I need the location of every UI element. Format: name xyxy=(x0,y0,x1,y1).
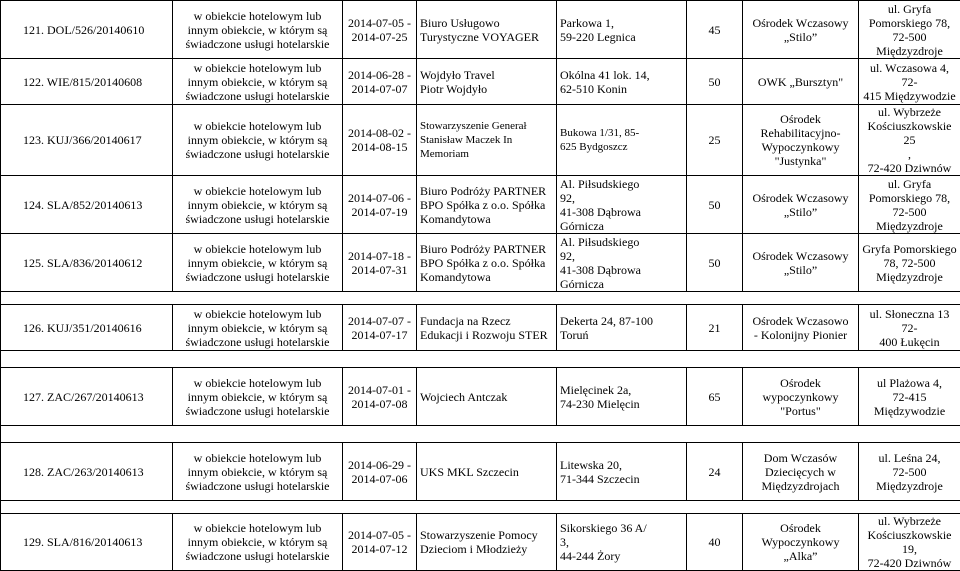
facility-location-cell xyxy=(859,59,960,105)
organizer-address-line: Górnicza xyxy=(560,277,683,291)
entry-number: 128. xyxy=(23,465,44,479)
spacer-cell xyxy=(743,501,859,514)
organizer-line: Stowarzyszenie Pomocy xyxy=(420,528,553,542)
facility-location-cell xyxy=(859,368,960,426)
date-range-line: 2014-06-29 - xyxy=(346,458,413,472)
participant-count-cell: 50 xyxy=(687,176,743,234)
organizer-line: BPO Spółka z o.o. Spółka xyxy=(420,198,553,212)
organizer-line: Wojciech Antczak xyxy=(420,390,553,404)
accommodation-type-line: innym obiekcie, w którym są xyxy=(176,390,339,404)
spacer-cell xyxy=(743,292,859,305)
organizer-address-cell xyxy=(557,176,687,234)
participant-count-cell: 50 xyxy=(687,234,743,292)
entry-number: 129. xyxy=(23,535,44,549)
row-spacer xyxy=(1,501,960,514)
spacer-cell xyxy=(859,426,960,443)
accommodation-type-line: innym obiekcie, w którym są xyxy=(176,75,339,89)
table-row xyxy=(1,514,960,571)
table-row xyxy=(1,443,960,501)
organizer-address-line: Parkowa 1, xyxy=(560,16,683,30)
spacer-cell xyxy=(1,292,173,305)
date-range-line: 2014-07-19 xyxy=(346,205,413,219)
spacer-cell xyxy=(743,351,859,368)
organizer-line: Biuro Usługowo xyxy=(420,16,553,30)
facility-location-line: Międzyzdroje xyxy=(862,479,957,493)
date-range-line: 2014-07-01 - xyxy=(346,383,413,397)
facility-location-line: ul. Gryfa xyxy=(862,2,957,16)
date-range-line: 2014-07-05 - xyxy=(346,16,413,30)
organizer-address-line: Bukowa 1/31, 85- xyxy=(560,126,683,140)
spacer-cell xyxy=(173,292,343,305)
organizer-address-line: 74-230 Mielęcin xyxy=(560,397,683,411)
spacer-cell xyxy=(859,351,960,368)
entry-number-cell xyxy=(1,176,173,234)
table-row xyxy=(1,368,960,426)
date-range-cell xyxy=(343,514,417,571)
facility-name-line: Ośrodek xyxy=(746,376,855,390)
organizer-address-line: Dekerta 24, 87-100 xyxy=(560,314,683,328)
facility-location-line: 72-415 xyxy=(862,390,957,404)
organizer-address-line: Al. Piłsudskiego xyxy=(560,235,683,249)
entry-number: 127. xyxy=(23,390,44,404)
facility-name-line: Wypoczynkowy xyxy=(746,140,855,154)
facility-name-line: Rehabilitacyjno- xyxy=(746,126,855,140)
accommodation-type-cell xyxy=(173,305,343,351)
organizer-address-line: 71-344 Szczecin xyxy=(560,472,683,486)
accommodation-type-cell xyxy=(173,176,343,234)
spacer-cell xyxy=(859,501,960,514)
participant-count-cell: 40 xyxy=(687,514,743,571)
entry-number: 123. xyxy=(23,133,44,147)
facility-location-line: Gryfa Pomorskiego xyxy=(862,242,957,256)
organizer-line: Komandytowa xyxy=(420,212,553,226)
organizer-address-cell xyxy=(557,514,687,571)
entry-number: 125. xyxy=(23,256,44,270)
accommodation-type-line: świadczone usługi hotelarskie xyxy=(176,549,339,563)
facility-name-line: „Alka” xyxy=(746,549,855,563)
organizer-cell xyxy=(417,59,557,105)
date-range-line: 2014-07-05 - xyxy=(346,528,413,542)
accommodation-type-line: w obiekcie hotelowym lub xyxy=(176,451,339,465)
entry-number: 126. xyxy=(23,321,44,335)
spacer-cell xyxy=(1,351,173,368)
spacer-cell xyxy=(859,292,960,305)
accommodation-type-line: świadczone usługi hotelarskie xyxy=(176,479,339,493)
facility-location-line: 72-500 xyxy=(862,465,957,479)
facility-location-line: 400 Łukęcin xyxy=(862,335,957,349)
accommodation-type-line: innym obiekcie, w którym są xyxy=(176,133,339,147)
organizer-cell xyxy=(417,514,557,571)
date-range-line: 2014-07-07 xyxy=(346,82,413,96)
date-range-cell xyxy=(343,176,417,234)
registration-ref: KUJ/366/20140617 xyxy=(47,133,142,147)
facility-location-line: ul. Słoneczna 13 72- xyxy=(862,307,957,335)
registration-ref: ZAC/263/20140613 xyxy=(47,465,144,479)
date-range-cell xyxy=(343,368,417,426)
organizer-address-cell xyxy=(557,305,687,351)
spacer-cell xyxy=(557,351,687,368)
organizer-line: Stowarzyszenie Generał xyxy=(420,119,553,133)
organizer-address-line: Al. Piłsudskiego xyxy=(560,177,683,191)
accommodation-type-line: w obiekcie hotelowym lub xyxy=(176,242,339,256)
facility-location-line: Międzyzdroje xyxy=(862,44,957,58)
date-range-line: 2014-08-02 - xyxy=(346,126,413,140)
organizer-address-line: Sikorskiego 36 A/ xyxy=(560,521,683,535)
facility-location-line: 72-500 xyxy=(862,30,957,44)
facility-location-line: Pomorskiego 78, xyxy=(862,191,957,205)
registration-ref: SLA/836/20140612 xyxy=(47,256,142,270)
facility-name-line: Międzyzdrojach xyxy=(746,479,855,493)
accommodation-type-line: innym obiekcie, w którym są xyxy=(176,23,339,37)
organizer-address-line: Toruń xyxy=(560,328,683,342)
spacer-cell xyxy=(417,426,557,443)
entry-number-cell xyxy=(1,368,173,426)
date-range-line: 2014-06-28 - xyxy=(346,68,413,82)
organizer-cell xyxy=(417,1,557,59)
facility-location-cell xyxy=(859,514,960,571)
row-spacer xyxy=(1,351,960,368)
facility-location-line: 415 Międzywodzie xyxy=(862,89,957,103)
accommodation-type-cell xyxy=(173,105,343,176)
accommodation-type-line: innym obiekcie, w którym są xyxy=(176,198,339,212)
accommodation-type-cell xyxy=(173,443,343,501)
accommodation-type-line: świadczone usługi hotelarskie xyxy=(176,147,339,161)
registration-ref: KUJ/351/20140616 xyxy=(47,321,142,335)
accommodation-type-cell xyxy=(173,514,343,571)
accommodation-type-line: w obiekcie hotelowym lub xyxy=(176,119,339,133)
row-spacer xyxy=(1,292,960,305)
facility-name-cell xyxy=(743,514,859,571)
accommodation-type-cell xyxy=(173,368,343,426)
organizer-address-line: 59-220 Legnica xyxy=(560,30,683,44)
spacer-cell xyxy=(173,501,343,514)
facility-location-line: , xyxy=(862,147,957,161)
facility-location-line: Pomorskiego 78, xyxy=(862,16,957,30)
organizer-cell xyxy=(417,368,557,426)
spacer-cell xyxy=(743,426,859,443)
entry-number-cell xyxy=(1,59,173,105)
facility-name-line: Ośrodek xyxy=(746,112,855,126)
facility-location-cell xyxy=(859,176,960,234)
facility-location-line: 72-420 Dziwnów xyxy=(862,161,957,175)
facility-name-line: „Stilo” xyxy=(746,205,855,219)
spacer-cell xyxy=(173,351,343,368)
accommodation-type-line: w obiekcie hotelowym lub xyxy=(176,307,339,321)
accommodation-type-line: świadczone usługi hotelarskie xyxy=(176,270,339,284)
facility-name-line: Dom Wczasów xyxy=(746,451,855,465)
organizer-address-line: 3, xyxy=(560,535,683,549)
facility-location-line: 72-420 Dziwnów xyxy=(862,556,957,570)
organizer-address-line: 41-308 Dąbrowa xyxy=(560,263,683,277)
facility-name-cell xyxy=(743,234,859,292)
facility-location-cell xyxy=(859,1,960,59)
date-range-line: 2014-07-06 xyxy=(346,472,413,486)
participant-count-cell: 50 xyxy=(687,59,743,105)
organizer-line: Memoriam xyxy=(420,147,553,161)
facility-location-line: Międzywodzie xyxy=(862,404,957,418)
facility-name-line: OWK „Bursztyn" xyxy=(746,75,855,89)
registration-ref: SLA/816/20140613 xyxy=(47,535,142,549)
table-row xyxy=(1,1,960,59)
spacer-cell xyxy=(417,501,557,514)
facility-location-line: ul. Leśna 24, xyxy=(862,451,957,465)
organizer-cell xyxy=(417,443,557,501)
organizer-address-line: 92, xyxy=(560,191,683,205)
facility-location-line: ul. Gryfa xyxy=(862,177,957,191)
date-range-line: 2014-07-07 - xyxy=(346,314,413,328)
accommodation-type-line: w obiekcie hotelowym lub xyxy=(176,61,339,75)
facility-name-cell xyxy=(743,305,859,351)
accommodation-type-line: świadczone usługi hotelarskie xyxy=(176,404,339,418)
spacer-cell xyxy=(687,292,743,305)
facility-name-line: Ośrodek xyxy=(746,521,855,535)
facility-location-cell xyxy=(859,443,960,501)
facility-name-line: Ośrodek Wczasowy xyxy=(746,249,855,263)
facility-location-line: 78, 72-500 xyxy=(862,256,957,270)
accommodation-type-line: świadczone usługi hotelarskie xyxy=(176,37,339,51)
organizer-line: Wojdyło Travel xyxy=(420,68,553,82)
organizer-address-cell xyxy=(557,59,687,105)
organizer-address-cell xyxy=(557,443,687,501)
organizer-address-line: 62-510 Konin xyxy=(560,82,683,96)
organizer-line: BPO Spółka z o.o. Spółka xyxy=(420,256,553,270)
organizer-address-line: Górnicza xyxy=(560,219,683,233)
table-row xyxy=(1,234,960,292)
entry-number: 124. xyxy=(23,198,44,212)
spacer-cell xyxy=(1,501,173,514)
facility-location-line: ul Plażowa 4, xyxy=(862,376,957,390)
facility-name-cell xyxy=(743,105,859,176)
organizer-address-line: Mielęcinek 2a, xyxy=(560,383,683,397)
accommodation-type-line: w obiekcie hotelowym lub xyxy=(176,9,339,23)
organizer-line: Komandytowa xyxy=(420,270,553,284)
date-range-line: 2014-08-15 xyxy=(346,140,413,154)
facility-name-line: Dziecięcych w xyxy=(746,465,855,479)
facility-name-line: „Stilo” xyxy=(746,263,855,277)
spacer-cell xyxy=(687,501,743,514)
spacer-cell xyxy=(557,292,687,305)
organizer-line: UKS MKL Szczecin xyxy=(420,465,553,479)
spacer-cell xyxy=(557,501,687,514)
entry-number-cell xyxy=(1,234,173,292)
facility-name-cell xyxy=(743,443,859,501)
table-row xyxy=(1,305,960,351)
date-range-line: 2014-07-17 xyxy=(346,328,413,342)
organizer-cell xyxy=(417,305,557,351)
accommodation-type-line: w obiekcie hotelowym lub xyxy=(176,521,339,535)
accommodation-type-cell xyxy=(173,234,343,292)
facility-location-line: ul. Wybrzeże xyxy=(862,514,957,528)
date-range-cell xyxy=(343,1,417,59)
facility-name-line: "Justynka" xyxy=(746,154,855,168)
facility-name-line: „Stilo” xyxy=(746,30,855,44)
accommodation-type-line: w obiekcie hotelowym lub xyxy=(176,184,339,198)
organizer-address-cell xyxy=(557,234,687,292)
spacer-cell xyxy=(1,426,173,443)
organizer-address-line: 92, xyxy=(560,249,683,263)
facility-name-line: wypoczynkowy xyxy=(746,390,855,404)
facility-location-line: Międzyzdroje xyxy=(862,219,957,233)
row-spacer xyxy=(1,426,960,443)
facility-name-line: - Kolonijny Pionier xyxy=(746,328,855,342)
spacer-cell xyxy=(417,351,557,368)
spacer-cell xyxy=(343,501,417,514)
organizer-address-line: 625 Bydgoszcz xyxy=(560,140,683,154)
registration-ref: WIE/815/20140608 xyxy=(47,75,142,89)
facility-location-cell xyxy=(859,105,960,176)
date-range-line: 2014-07-06 - xyxy=(346,191,413,205)
facility-location-line: 72-500 xyxy=(862,205,957,219)
spacer-cell xyxy=(687,426,743,443)
organizer-line: Biuro Podróży PARTNER xyxy=(420,184,553,198)
organizer-line: Stanisław Maczek In xyxy=(420,133,553,147)
organizer-cell xyxy=(417,234,557,292)
facility-name-line: Wypoczynkowy xyxy=(746,535,855,549)
accommodation-type-line: innym obiekcie, w którym są xyxy=(176,321,339,335)
accommodation-type-line: innym obiekcie, w którym są xyxy=(176,256,339,270)
table-row xyxy=(1,176,960,234)
spacer-cell xyxy=(343,292,417,305)
participant-count-cell: 25 xyxy=(687,105,743,176)
date-range-cell xyxy=(343,443,417,501)
organizer-address-line: Okólna 41 lok. 14, xyxy=(560,68,683,82)
date-range-line: 2014-07-25 xyxy=(346,30,413,44)
facility-location-line: Kościuszkowskie 19, xyxy=(862,528,957,556)
date-range-line: 2014-07-31 xyxy=(346,263,413,277)
facility-location-cell xyxy=(859,234,960,292)
spacer-cell xyxy=(343,426,417,443)
spacer-cell xyxy=(687,351,743,368)
registration-ref: DOL/526/20140610 xyxy=(47,23,144,37)
facility-name-line: Ośrodek Wczasowy xyxy=(746,191,855,205)
entry-number-cell xyxy=(1,443,173,501)
organizer-address-line: 41-308 Dąbrowa xyxy=(560,205,683,219)
organizer-address-line: 44-244 Żory xyxy=(560,549,683,563)
facility-location-line: ul. Wybrzeże xyxy=(862,105,957,119)
participant-count-cell: 45 xyxy=(687,1,743,59)
date-range-cell xyxy=(343,59,417,105)
organizer-address-cell xyxy=(557,105,687,176)
entry-number: 121. xyxy=(23,23,44,37)
date-range-line: 2014-07-18 - xyxy=(346,249,413,263)
accommodation-type-cell xyxy=(173,1,343,59)
organizer-line: Piotr Wojdyło xyxy=(420,82,553,96)
accommodation-type-line: innym obiekcie, w którym są xyxy=(176,535,339,549)
organizer-cell xyxy=(417,105,557,176)
entry-number-cell xyxy=(1,1,173,59)
date-range-line: 2014-07-12 xyxy=(346,542,413,556)
registration-ref: SLA/852/20140613 xyxy=(47,198,142,212)
accommodation-type-line: świadczone usługi hotelarskie xyxy=(176,212,339,226)
organizer-line: Edukacji i Rozwoju STER xyxy=(420,328,553,342)
date-range-cell xyxy=(343,305,417,351)
organizer-address-cell xyxy=(557,1,687,59)
accommodation-type-line: świadczone usługi hotelarskie xyxy=(176,335,339,349)
organizer-address-line: Litewska 20, xyxy=(560,458,683,472)
facility-name-cell xyxy=(743,368,859,426)
facility-name-line: Ośrodek Wczasowo xyxy=(746,314,855,328)
table-row xyxy=(1,105,960,176)
spacer-cell xyxy=(173,426,343,443)
facility-name-cell xyxy=(743,59,859,105)
entry-number-cell xyxy=(1,305,173,351)
entry-number-cell xyxy=(1,105,173,176)
facility-name-line: Ośrodek Wczasowy xyxy=(746,16,855,30)
registration-ref: ZAC/267/20140613 xyxy=(47,390,144,404)
participant-count-cell: 21 xyxy=(687,305,743,351)
facility-location-line: ul. Wczasowa 4, 72- xyxy=(862,61,957,89)
participant-count-cell: 24 xyxy=(687,443,743,501)
date-range-cell xyxy=(343,105,417,176)
entry-number-cell xyxy=(1,514,173,571)
facility-location-cell xyxy=(859,305,960,351)
accommodation-type-line: świadczone usługi hotelarskie xyxy=(176,89,339,103)
spacer-cell xyxy=(417,292,557,305)
date-range-line: 2014-07-08 xyxy=(346,397,413,411)
organizer-line: Dzieciom i Młodzieży xyxy=(420,542,553,556)
facility-name-line: "Portus" xyxy=(746,404,855,418)
facility-name-cell xyxy=(743,1,859,59)
organizer-cell xyxy=(417,176,557,234)
accommodation-type-line: w obiekcie hotelowym lub xyxy=(176,376,339,390)
accommodation-type-cell xyxy=(173,59,343,105)
table-row xyxy=(1,59,960,105)
organizer-line: Fundacja na Rzecz xyxy=(420,314,553,328)
entry-number: 122. xyxy=(23,75,44,89)
organizer-address-cell xyxy=(557,368,687,426)
organizer-line: Turystyczne VOYAGER xyxy=(420,30,553,44)
accommodation-type-line: innym obiekcie, w którym są xyxy=(176,465,339,479)
organizer-line: Biuro Podróży PARTNER xyxy=(420,242,553,256)
facility-location-line: Międzyzdroje xyxy=(862,270,957,284)
date-range-cell xyxy=(343,234,417,292)
spacer-cell xyxy=(343,351,417,368)
spacer-cell xyxy=(557,426,687,443)
participant-count-cell: 65 xyxy=(687,368,743,426)
facility-name-cell xyxy=(743,176,859,234)
facility-location-line: Kościuszkowskie 25 xyxy=(862,119,957,147)
